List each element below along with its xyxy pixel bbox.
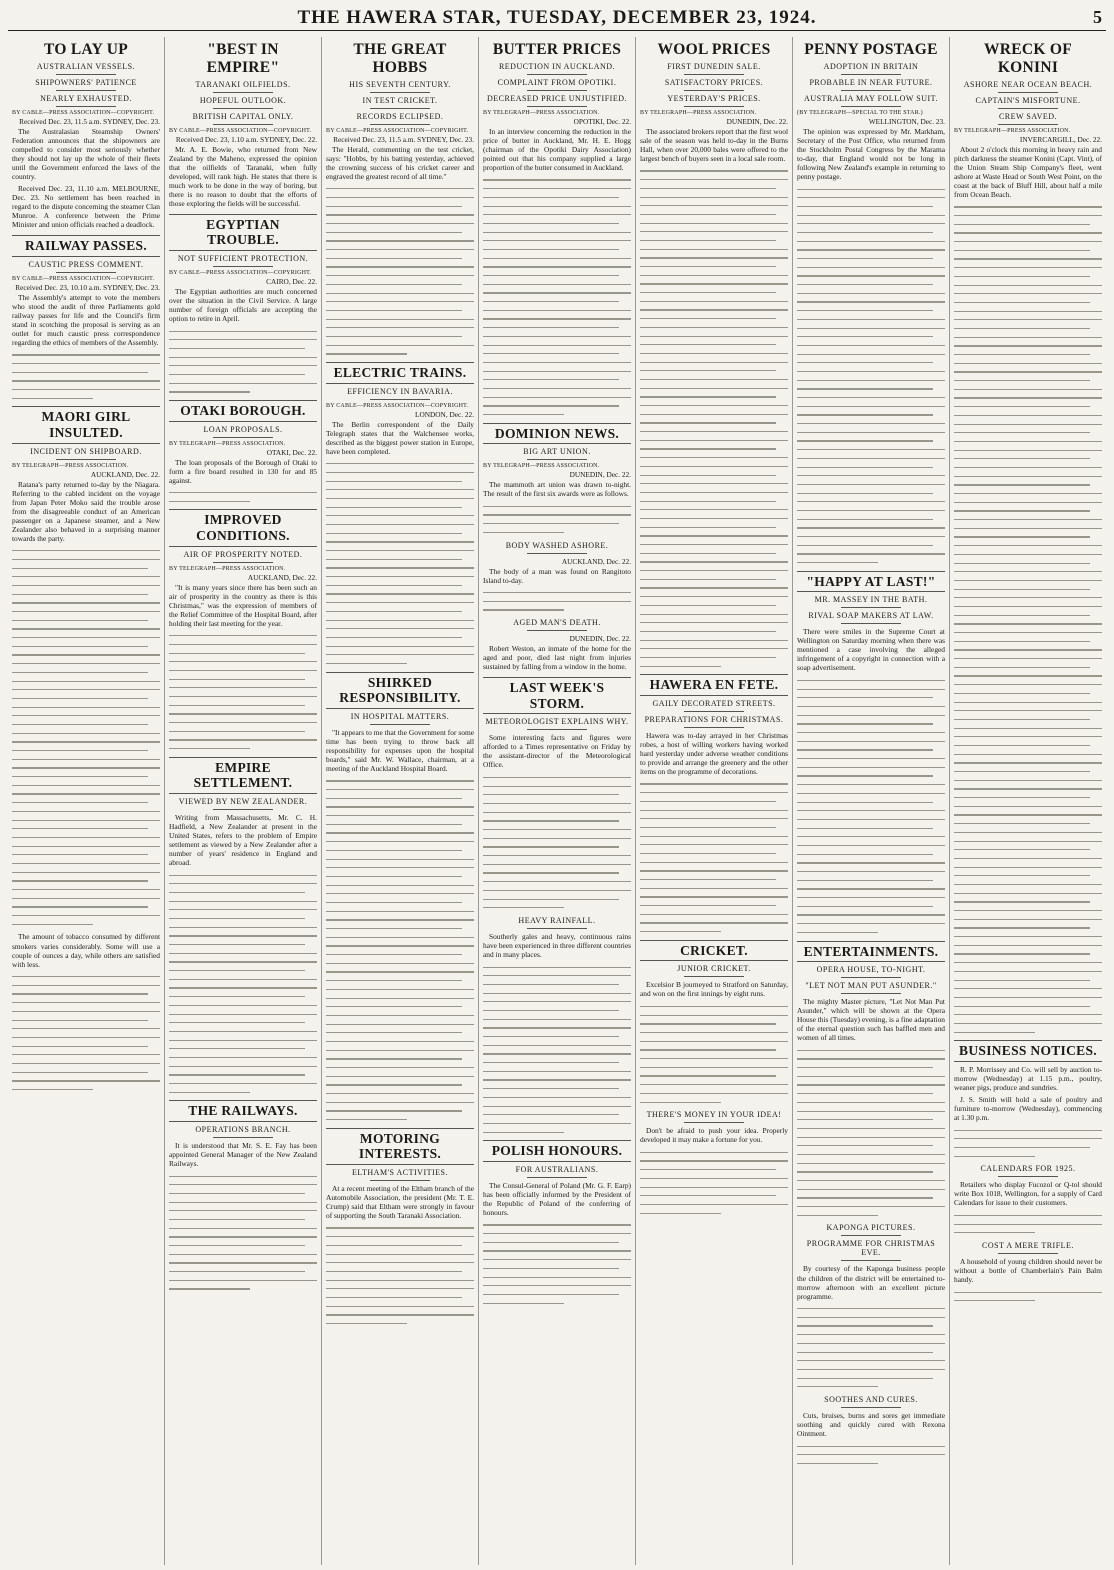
illegible-text-block (954, 1130, 1102, 1157)
dateline: DUNEDIN, Dec. 22. (726, 116, 788, 126)
masthead-title: THE HAWERA STAR, TUESDAY, DECEMBER 23, 1924. (297, 7, 817, 28)
article (483, 916, 631, 1133)
body-paragraph: The Herald, commenting on the test cricket, says: "Hobbs, by his batting yesterday, achieved the crowning success of his cricket career and engraved the greatest record of all time." (326, 144, 474, 181)
body-paragraph: The Australasian Steamship Owners' Federation announces that the shipowners are compelled to consider most seriously whether they should not lay up the whole of their fleets until the Government enforced the laws of the country. (12, 126, 160, 181)
subheading: SATISFACTORY PRICES. (664, 77, 764, 87)
illegible-text-block (797, 680, 945, 933)
headline: EMPIRE SETTLEMENT. (169, 757, 317, 794)
dateline: CAIRO, Dec. 22. (266, 276, 317, 286)
divider (213, 437, 272, 438)
divider (841, 993, 900, 994)
body-paragraph: At a recent meeting of the Eltham branch of the Automobile Association, the president (Mr. T. E. Crump) said that Eltham were strongly in favour of supporting the South Taranaki Association. (326, 1183, 474, 1220)
article (797, 1395, 945, 1464)
article (169, 400, 317, 502)
headline: ENTERTAINMENTS. (797, 941, 945, 963)
divider (684, 74, 743, 75)
headline: "BEST IN EMPIRE" (206, 41, 280, 76)
subheading: JUNIOR CRICKET. (677, 964, 751, 974)
body-paragraph: Ratana's party returned to-day by the Niagara. Referring to the cabled incident on the voyage from Japan Peter Moko said the trouble arose from the disagreeable conduct of an American passenger on a Japanese steamer, and a New Zealander also behaved in a surprising manner towards the party. (12, 479, 160, 543)
dateline: AUCKLAND, Dec. 22. (561, 556, 631, 566)
subheading: METEOROLOGIST EXPLAINS WHY. (485, 717, 629, 727)
divider (56, 459, 115, 460)
article (954, 1164, 1102, 1233)
article (954, 1241, 1102, 1301)
subheading: RIVAL SOAP MAKERS AT LAW. (808, 611, 934, 621)
divider (527, 74, 586, 75)
illegible-text-block (954, 1215, 1102, 1234)
illegible-text-block (954, 1292, 1102, 1302)
headline: TO LAY UP (44, 41, 128, 58)
article (169, 757, 317, 1093)
headline: CRICKET. (640, 940, 788, 962)
divider (56, 90, 115, 91)
subheading: COMPLAINT FROM OPOTIKI. (497, 77, 617, 87)
illegible-text-block (640, 783, 788, 932)
illegible-text-block (483, 967, 631, 1133)
dateline: Received Dec. 23, 10.10 a.m. SYDNEY, Dec. 23. (15, 282, 160, 292)
subheading: HEAVY RAINFALL. (518, 915, 596, 925)
body-paragraph: The Assembly's attempt to vote the members who stood the audit of three Parliaments gold railway passes for life and the Council's firm stand in scotching the proposal is serving as an outlet for much caustic press correspondence regarding the ethics of members of the Assembly. (12, 292, 160, 347)
body-paragraph: R. P. Morrissey and Co. will sell by auction to-morrow (Wednesday) at 1.15 p.m., poultry, weaner pigs, produce and sundries. (954, 1064, 1102, 1092)
divider (841, 1407, 900, 1408)
illegible-text-block (640, 1006, 788, 1103)
divider (370, 399, 429, 400)
divider (527, 630, 586, 631)
headline: WRECK OF KONINI (983, 41, 1073, 76)
subheading: CALENDARS FOR 1925. (980, 1164, 1076, 1174)
illegible-text-block (326, 463, 474, 664)
subheading: ELTHAM'S ACTIVITIES. (351, 1167, 449, 1177)
article (483, 423, 631, 533)
divider (998, 124, 1057, 125)
subheading: DECREASED PRICE UNJUSTIFIED. (486, 93, 627, 103)
byline: BY TELEGRAPH—PRESS ASSOCIATION. (483, 109, 600, 116)
divider (527, 729, 586, 730)
divider (684, 727, 743, 728)
article (954, 41, 1102, 1033)
divider (841, 74, 900, 75)
divider (56, 74, 115, 75)
subheading: NEARLY EXHAUSTED. (40, 93, 132, 103)
divider (370, 724, 429, 725)
illegible-text-block (169, 331, 317, 393)
byline: BY CABLE—PRESS ASSOCIATION—COPYRIGHT. (169, 127, 312, 134)
divider (998, 1253, 1057, 1254)
column-4 (478, 37, 635, 1565)
divider (684, 1122, 743, 1123)
divider (527, 90, 586, 91)
byline: BY TELEGRAPH—PRESS ASSOCIATION. (640, 109, 757, 116)
column-7 (949, 37, 1106, 1565)
divider (841, 977, 900, 978)
body-paragraph: The Berlin correspondent of the Daily Telegraph states that the Walchensee works, described as the biggest power station in Europe, have been completed. (326, 419, 474, 456)
divider (213, 809, 272, 810)
illegible-text-block (954, 206, 1102, 1033)
body-paragraph: "It appears to me that the Government for some time has been trying to throw back all responsibility for expenses upon the hospital boards," said Mr. W. Wallace, chairman, at a meeting of the Auckland Hospital Board. (326, 727, 474, 773)
headline: IMPROVED CONDITIONS. (169, 509, 317, 546)
byline: BY CABLE—PRESS ASSOCIATION—COPYRIGHT. (12, 109, 155, 116)
dateline: DUNEDIN, Dec. 22. (569, 470, 631, 480)
subheading: IN TEST CRICKET. (362, 95, 438, 105)
headline: HAWERA EN FETE. (640, 674, 788, 696)
headline: OTAKI BOROUGH. (169, 400, 317, 422)
article (797, 1223, 945, 1387)
divider (370, 92, 429, 93)
dateline: AUCKLAND, Dec. 22. (90, 469, 160, 479)
body-paragraph: About 2 o'clock this morning in heavy rain and pitch darkness the steamer Konini (Capt. Vint), of the Union Steam Ship Company's fleet, went ashore at Waste Head or South West Point, on the coast at the back of Bluff Hill, about half a mile from Ocean Beach. (954, 144, 1102, 199)
body-paragraph: Some interesting facts and figures were afforded to a Times representative on Friday by the assistant-director of the Meteorological Office. (483, 733, 631, 770)
body-paragraph: Cuts, bruises, burns and sores get immediate soothing and quickly cured with Rexona Ointment. (797, 1410, 945, 1439)
article (483, 41, 631, 415)
byline: BY TELEGRAPH—PRESS ASSOCIATION. (954, 127, 1071, 134)
article (797, 941, 945, 1216)
subheading: COST A MERE TRIFLE. (982, 1240, 1074, 1250)
body-paragraph: Retailers who display Fucozol or Q-tol should write Box 1018, Wellington, for a supply of Card Calendars for issue to their customers. (954, 1180, 1102, 1208)
body-paragraph: Excelsior B journeyed to Stratford on Saturday, and won on the first innings by eight runs. (640, 980, 788, 999)
illegible-text-block (169, 1176, 317, 1290)
article (483, 677, 631, 908)
subheading: ADOPTION IN BRITAIN (823, 61, 919, 71)
columns (8, 37, 1106, 1565)
divider (213, 108, 272, 109)
body-paragraph: J. S. Smith will hold a sale of poultry and furniture to-morrow (Wednesday), commencing at 1.30 p.m. (954, 1094, 1102, 1122)
byline: BY TELEGRAPH—PRESS ASSOCIATION. (169, 565, 286, 572)
headline: LAST WEEK'S STORM. (483, 677, 631, 714)
illegible-text-block (326, 188, 474, 354)
dateline: DUNEDIN, Dec. 22. (569, 634, 631, 644)
byline: BY CABLE—PRESS ASSOCIATION—COPYRIGHT. (169, 269, 312, 276)
byline: BY CABLE—PRESS ASSOCIATION—COPYRIGHT. (326, 402, 469, 409)
illegible-text-block (169, 635, 317, 749)
article (169, 214, 317, 393)
article (640, 1110, 788, 1214)
article (169, 1100, 317, 1289)
column-1 (8, 37, 164, 1565)
subheading: IN HOSPITAL MATTERS. (350, 711, 450, 721)
subheading: "LET NOT MAN PUT ASUNDER." (805, 981, 937, 991)
body-paragraph: Robert Weston, an inmate of the home for the aged and poor, died last night from injuries sustained by falling from a window in the home. (483, 644, 631, 672)
divider (56, 272, 115, 273)
body-paragraph: The Egyptian authorities are much concerned over the situation in the Civil Service. A large number of foreign officials are accepting the option to retire in April. (169, 286, 317, 323)
headline: THE GREAT HOBBS (353, 41, 447, 76)
subheading: BODY WASHED ASHORE. (505, 540, 609, 550)
headline: RAILWAY PASSES. (12, 235, 160, 257)
subheading: PROBABLE IN NEAR FUTURE. (809, 77, 933, 87)
headline: MOTORING INTERESTS. (326, 1128, 474, 1165)
subheading: LOAN PROPOSALS. (203, 424, 283, 434)
dateline: Received Dec. 23, 11.5 a.m. SYDNEY, Dec. 23. (333, 134, 474, 144)
body-paragraph: Don't be afraid to push your idea. Properly developed it may make a fortune for you. (640, 1126, 788, 1145)
article (640, 674, 788, 932)
article (483, 1140, 631, 1304)
byline: BY TELEGRAPH—PRESS ASSOCIATION. (169, 440, 286, 447)
illegible-text-block (483, 777, 631, 909)
dateline: Received Dec. 23, 1.10 a.m. SYDNEY, Dec. 22. (175, 134, 317, 144)
divider (684, 90, 743, 91)
divider (841, 623, 900, 624)
body-paragraph: "It is many years since there has been such an air of prosperity in the country as there is this Christmas," was the expression of members of the Relief Committee of the Hospital Board, after holding their last meeting for the year. (169, 582, 317, 628)
subheading: OPERA HOUSE, TO-NIGHT. (816, 965, 926, 975)
divider (841, 607, 900, 608)
body-paragraph: The mighty Master picture, "Let Not Man Put Asunder," which will be shown at the Opera House this (Tuesday) evening, is a fine adaptation of the eternal question such has baffled men and women of all times. (797, 997, 945, 1043)
divider (56, 106, 115, 107)
headline: EGYPTIAN TROUBLE. (169, 214, 317, 251)
dateline: OPOTIKI, Dec. 22. (573, 116, 631, 126)
divider (213, 562, 272, 563)
body-paragraph: There were smiles in the Supreme Court at Wellington on Saturday morning when there was mentioned a case involving the alleged infringement of a copyright in connection with a soap advertisement. (797, 627, 945, 673)
subheading: CAPTAIN'S MISFORTUNE. (975, 95, 1081, 105)
headline: MAORI GIRL INSULTED. (12, 406, 160, 443)
illegible-text-block (169, 492, 317, 502)
dateline: WELLINGTON, Dec. 23. (868, 116, 945, 126)
illegible-text-block (483, 592, 631, 611)
headline: "HAPPY AT LAST!" (797, 571, 945, 593)
divider (841, 1235, 900, 1236)
divider (213, 266, 272, 267)
headline: THE RAILWAYS. (169, 1100, 317, 1122)
article (483, 618, 631, 671)
article (640, 940, 788, 1103)
subheading: PREPARATIONS FOR CHRISTMAS. (644, 714, 784, 724)
dateline: OTAKI, Dec. 22. (266, 447, 317, 457)
divider (841, 1260, 900, 1261)
divider (684, 976, 743, 977)
body-paragraph: The opinion was expressed by Mr. Markham, Secretary of the Post Office, who returned from the Stockholm Postal Congress by the Marama to-day, that England would not be long in following New Zealand's example in returning to penny postage. (797, 126, 945, 181)
divider (213, 92, 272, 93)
subheading: GAILY DECORATED STREETS. (652, 698, 776, 708)
subheading: AUSTRALIA MAY FOLLOW SUIT. (804, 93, 938, 103)
article (326, 41, 474, 355)
subheading: NOT SUFFICIENT PROTECTION. (177, 253, 309, 263)
illegible-text-block (640, 170, 788, 666)
body-paragraph: Southerly gales and heavy, continuous rains have been experienced in three different countries and in many places. (483, 931, 631, 959)
subheading: THERE'S MONEY IN YOUR IDEA! (646, 1110, 782, 1120)
subheading: PROGRAMME FOR CHRISTMAS EVE. (806, 1239, 936, 1258)
byline: (BY TELEGRAPH—SPECIAL TO THE STAR.) (797, 109, 923, 116)
column-6 (792, 37, 949, 1565)
article (12, 235, 160, 399)
subheading: AUSTRALIAN VESSELS. (36, 61, 136, 71)
body-paragraph: Mr. A. E. Bowie, who returned from New Zealand by the Maheno, expressed the opinion that the oilfields of Taranaki, when fully developed, will rank high. He states that there is much work to be done in the way of boring, but there is no reason to doubt that the efforts of those exploring the fields will be successful. (169, 144, 317, 208)
subheading: CAUSTIC PRESS COMMENT. (28, 259, 144, 269)
divider (998, 108, 1057, 109)
dateline: INVERCARGILL, Dec. 22. (1019, 134, 1102, 144)
subheading: EFFICIENCY IN BAVARIA. (347, 386, 453, 396)
body-paragraph: The loan proposals of the Borough of Otaki to form a fire board resulted in 130 for and 85 against. (169, 457, 317, 485)
subheading: RECORDS ECLIPSED. (356, 111, 444, 121)
dateline: LONDON, Dec. 22. (415, 409, 474, 419)
article (326, 672, 474, 1121)
illegible-text-block (169, 875, 317, 1093)
body-paragraph: The mammoth art union was drawn to-night. The result of the first six awards were as follows. (483, 480, 631, 499)
divider (684, 711, 743, 712)
subheading: SHIPOWNERS' PATIENCE (35, 77, 137, 87)
illegible-text-block (12, 550, 160, 925)
headline: BUSINESS NOTICES. (954, 1040, 1102, 1062)
illegible-text-block (12, 354, 160, 399)
article (326, 362, 474, 664)
body-paragraph: It is understood that Mr. S. E. Fay has been appointed General Manager of the New Zealand Railways. (169, 1140, 317, 1168)
divider (370, 108, 429, 109)
divider (370, 1180, 429, 1181)
divider (841, 90, 900, 91)
subheading: AGED MAN'S DEATH. (513, 618, 601, 628)
byline: BY CABLE—PRESS ASSOCIATION—COPYRIGHT. (326, 127, 469, 134)
divider (998, 92, 1057, 93)
body-paragraph: The Consul-General of Poland (Mr. G. F. Earp) has been officially informed by the President of the Republic of Poland of the conferring of honours. (483, 1180, 631, 1217)
body-paragraph: The amount of tobacco consumed by different smokers varies considerably. Some will use a couple of ounces a day, while others are satisfied with less. (12, 932, 160, 969)
subheading: ASHORE NEAR OCEAN BEACH. (963, 79, 1093, 89)
subheading: KAPONGA PICTURES. (826, 1223, 916, 1233)
byline: BY CABLE—PRESS ASSOCIATION—COPYRIGHT. (12, 275, 155, 282)
body-paragraph: The associated brokers report that the first wool sale of the season was held to-day in the Burns Hall, when over 20,000 bales were offered to the largest bench of buyers seen in a local sale room. (640, 126, 788, 163)
article (797, 41, 945, 563)
subheading: FOR AUSTRALIANS. (515, 1164, 599, 1174)
illegible-text-block (483, 179, 631, 415)
body-paragraph: In an interview concerning the reduction in the price of butter in Auckland, Mr. H. E. Hogg (chairman of the Opotiki Dairy Association) pointed out that his company supplied a large proportion of the butter consumed in Auckland. (483, 126, 631, 172)
divider (213, 124, 272, 125)
divider (527, 106, 586, 107)
column-3 (321, 37, 478, 1565)
illegible-text-block (640, 1152, 788, 1214)
article (797, 571, 945, 933)
illegible-text-block (483, 506, 631, 533)
divider (527, 928, 586, 929)
byline: BY TELEGRAPH—PRESS ASSOCIATION. (12, 462, 129, 469)
article (12, 406, 160, 925)
illegible-text-block (12, 976, 160, 1090)
headline: PENNY POSTAGE (804, 41, 938, 58)
article (169, 41, 317, 208)
headline: SHIRKED RESPONSIBILITY. (326, 672, 474, 709)
dateline: AUCKLAND, Dec. 22. (247, 572, 317, 582)
body-paragraph: Received Dec. 23, 11.10 a.m. MELBOURNE, Dec. 23. No settlement has been reached in regard to the dispute concerning the steamer Clan Munroe. A conference between the Prime Minister and union officials reached a deadlock. (12, 184, 160, 230)
divider (370, 124, 429, 125)
illegible-text-block (797, 1308, 945, 1387)
article (326, 1128, 474, 1324)
divider (527, 1177, 586, 1178)
subheading: AIR OF PROSPERITY NOTED. (183, 549, 303, 559)
byline: BY TELEGRAPH—PRESS ASSOCIATION. (483, 463, 600, 470)
divider (527, 459, 586, 460)
body-paragraph: By courtesy of the Kaponga business people the children of the district will be entertained to-morrow afternoon with an excellent picture programme. (797, 1264, 945, 1301)
illegible-text-block (797, 1446, 945, 1465)
subheading: CREW SAVED. (998, 111, 1058, 121)
divider (841, 106, 900, 107)
body-paragraph: Hawera was to-day arrayed in her Christmas robes, a host of willing workers having worked hard yesterday under adverse weather conditions to provide and arrange the greenery and the other items on the programme of decorations. (640, 730, 788, 776)
column-5 (635, 37, 792, 1565)
page-number: 5 (1093, 7, 1102, 27)
masthead (8, 6, 1106, 31)
subheading: VIEWED BY NEW ZEALANDER. (178, 796, 308, 806)
body-paragraph: A household of young children should never be without a bottle of Chamberlain's Pain Balm handy. (954, 1256, 1102, 1284)
subheading: HOPEFUL OUTLOOK. (199, 95, 287, 105)
article (12, 41, 160, 229)
divider (998, 1176, 1057, 1177)
illegible-text-block (326, 1227, 474, 1324)
subheading: HIS SEVENTH CENTURY. (349, 79, 451, 89)
subheading: FIRST DUNEDIN SALE. (667, 61, 761, 71)
article (954, 1040, 1102, 1156)
divider (684, 106, 743, 107)
illegible-text-block (797, 189, 945, 564)
subheading: BIG ART UNION. (523, 447, 591, 457)
article (12, 932, 160, 1090)
article (640, 41, 788, 667)
headline: BUTTER PRICES (492, 41, 622, 58)
subheading: YESTERDAY'S PRICES. (667, 93, 761, 103)
headline: POLISH HONOURS. (483, 1140, 631, 1162)
headline: DOMINION NEWS. (483, 423, 631, 445)
article (169, 509, 317, 749)
headline: WOOL PRICES (657, 41, 771, 58)
illegible-text-block (797, 1050, 945, 1216)
divider (527, 553, 586, 554)
divider (213, 1137, 272, 1138)
illegible-text-block (326, 780, 474, 1120)
body-paragraph: The body of a man was found on Rangitoto Island to-day. (483, 566, 631, 585)
column-2 (164, 37, 321, 1565)
illegible-text-block (483, 1224, 631, 1303)
subheading: MR. MASSEY IN THE BATH. (814, 595, 928, 605)
dateline: Received Dec. 23, 11.5 a.m. SYDNEY, Dec. 23. (19, 116, 160, 126)
body-paragraph: Writing from Massachusetts, Mr. C. H. Hadfield, a New Zealander at present in the United States, refers to the problem of Empire settlement as viewed by a New Zealander after a number of years' residence in England and abroad. (169, 812, 317, 867)
subheading: INCIDENT ON SHIPBOARD. (30, 446, 142, 456)
subheading: REDUCTION IN AUCKLAND. (498, 61, 616, 71)
subheading: OPERATIONS BRANCH. (195, 1124, 291, 1134)
article (483, 541, 631, 611)
subheading: TARANAKI OILFIELDS. (195, 79, 291, 89)
subheading: SOOTHES AND CURES. (824, 1394, 918, 1404)
headline: ELECTRIC TRAINS. (326, 362, 474, 384)
subheading: BRITISH CAPITAL ONLY. (192, 111, 294, 121)
